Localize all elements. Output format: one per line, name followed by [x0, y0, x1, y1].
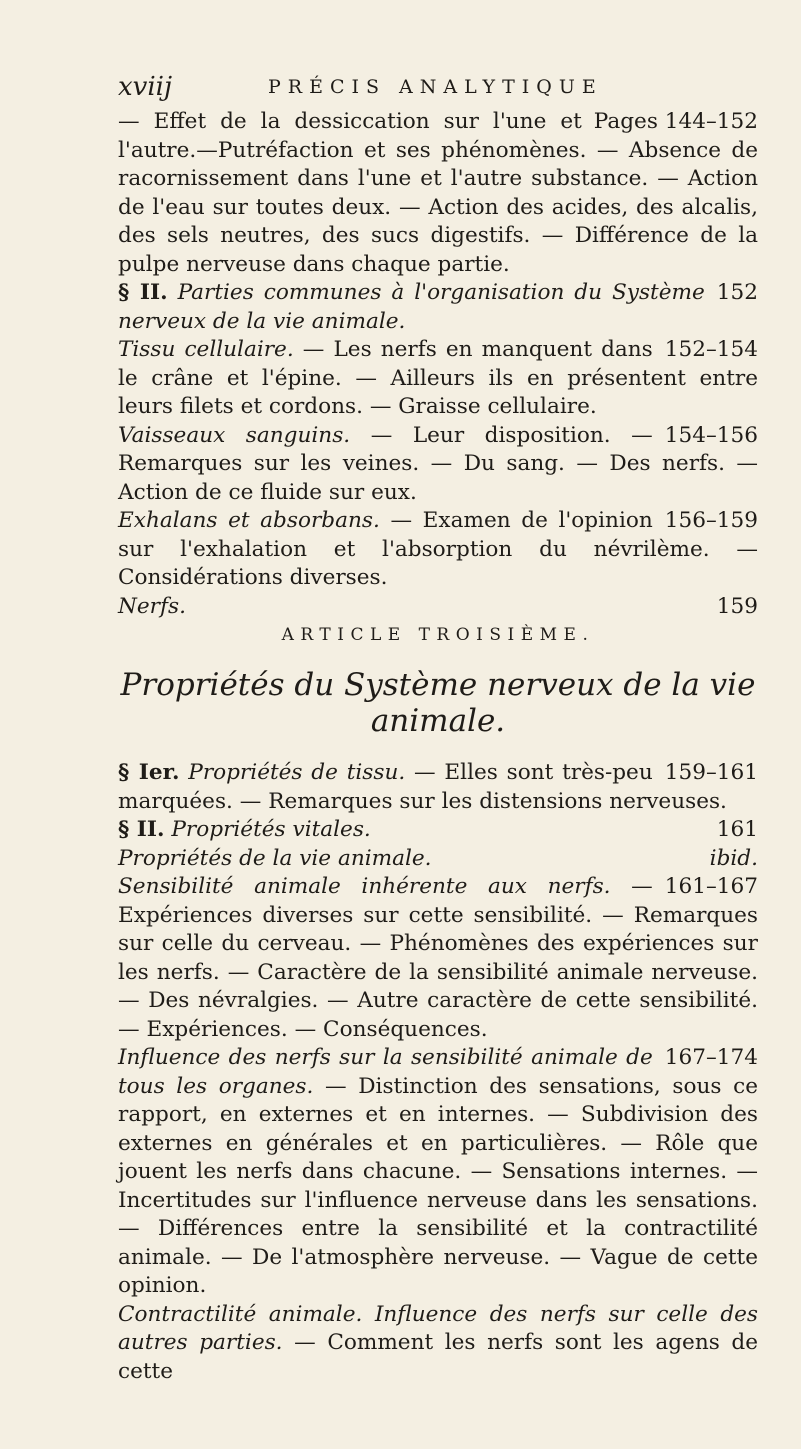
folio: xviij [118, 72, 173, 102]
toc-entry [118, 108, 758, 279]
toc-entry [118, 1044, 758, 1301]
page-reference: 159 [716, 593, 758, 619]
page-reference: 152–154 [664, 337, 758, 362]
chapter-title: Propriétés du Système nerveux de la vie animale. [120, 667, 756, 739]
entry-title: Exhalans et absorbans. [118, 508, 380, 533]
page-header [118, 72, 741, 106]
entry-text: — Examen de l'opinion sur l'exhalation et l'absorption du névrilème. — Considérations diverses. [118, 508, 758, 590]
entry-text: — Comment les nerfs sont les agens de cette [118, 1330, 758, 1384]
page-reference: ibid. [709, 845, 758, 871]
entry-text: — Les nerfs en manquent dans le crâne et l'épine. — Ailleurs ils en présentent entre leurs filets et cordons. — Graisse cellulaire. [118, 337, 758, 419]
page-reference: 159–161 [664, 760, 758, 785]
entry-text: — Distinction des sensations, sous ce rapport, en externes et en internes. — Subdivision des externes en générales et en particulières. — Rôle que jouent les nerfs dans chacune. — Sensations internes. — Incertitudes sur l'influence nerveuse dans les sensations. — Différences entre la sensibilité et la contractilité animale. — De l'atmosphère nerveuse. — Vague de cette opinion. [118, 1073, 758, 1298]
page-reference: 156–159 [664, 508, 758, 533]
entry-text: — Leur disposition. — Remarques sur les veines. — Du sang. — Des nerfs. — Action de ce fluide sur eux. [118, 422, 758, 505]
entry-title: Contractilité animale. Influence des nerfs sur celle des autres parties. [118, 1301, 758, 1355]
section-number: § II. [118, 817, 165, 842]
page-reference: 161 [716, 817, 758, 842]
page-reference: 167–174 [664, 1045, 758, 1070]
toc-entry [118, 422, 758, 508]
article-heading: ARTICLE TROISIÈME. [281, 625, 595, 645]
toc-entry [118, 845, 758, 874]
toc-entry [118, 593, 758, 622]
page-reference: 152 [716, 280, 758, 305]
entry-title: Nerfs. [118, 593, 186, 619]
entry-text: — Effet de la dessiccation sur l'une et l'autre.—Putréfaction et ses phénomènes. — Absence de racornissement dans l'une et l'autre substance. — Action de l'eau sur toutes deux. — Action des acides, des alcalis, des sels neutres, des sucs digestifs. — Différence de la pulpe nerveuse dans chaque partie. [118, 109, 758, 277]
toc-entry [118, 816, 758, 845]
entry-title: Vaisseaux sanguins. [118, 422, 351, 448]
toc-entry [118, 759, 758, 816]
toc-entry [118, 507, 758, 593]
entry-title: Influence des nerfs sur la sensibilité animale de tous les organes. [118, 1045, 653, 1099]
entry-title: Sensibilité animale inhérente aux nerfs. [118, 874, 611, 899]
entry-title: Propriétés de la vie animale. [118, 845, 432, 871]
toc-entry [118, 1301, 758, 1387]
section-number: § II. [118, 280, 168, 305]
page-reference: Pages 144–152 [593, 109, 758, 134]
entry-title: Propriétés de tissu. [188, 760, 406, 785]
entry-text: — Expériences diverses sur cette sensibilité. — Remarques sur celle du cerveau. — Phénomènes des expériences sur les nerfs. — Caractère de la sensibilité animale nerveuse. — Des névralgies. — Autre caractère de cette sensibilité. — Expériences. — Conséquences. [118, 874, 758, 1042]
table-of-contents [118, 108, 758, 1386]
section-number: § Ier. [118, 760, 180, 785]
entry-title: Propriétés vitales. [171, 817, 371, 842]
entry-text: — Elles sont très-peu marquées. — Remarques sur les distensions nerveuses. [118, 760, 727, 814]
toc-entry [118, 279, 758, 336]
running-title: PRÉCIS ANALYTIQUE [268, 76, 603, 98]
toc-entry [118, 336, 758, 422]
toc-entry [118, 873, 758, 1044]
entry-title: Tissu cellulaire. [118, 337, 294, 362]
page-reference: 161–167 [664, 874, 758, 899]
entry-title: Parties communes à l'organisation du Système nerveux de la vie animale. [118, 280, 705, 334]
page-reference: 154–156 [664, 422, 758, 448]
